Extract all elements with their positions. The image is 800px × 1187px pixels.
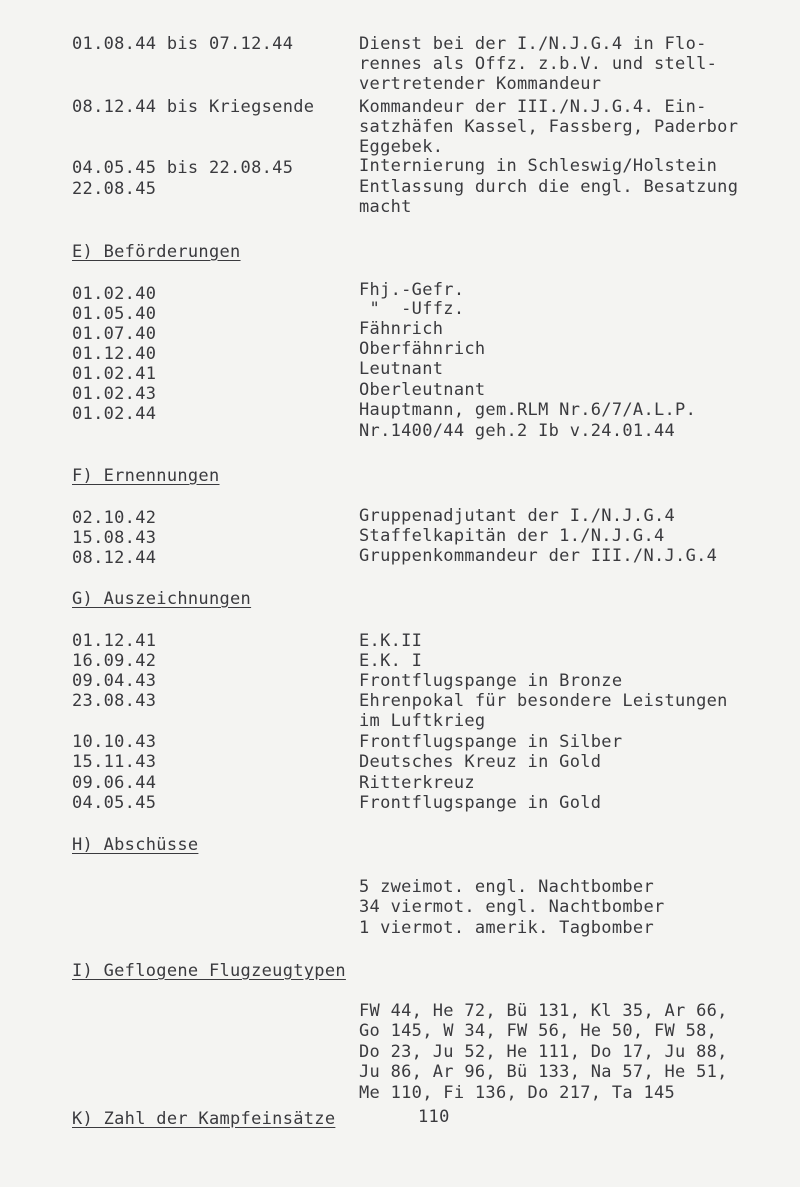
service-text-3a: Internierung in Schleswig/Holstein <box>359 156 718 176</box>
promotion-date-2: 01.05.40 <box>72 304 157 324</box>
promotion-text-3: Fähnrich <box>359 319 444 339</box>
promotion-date-3: 01.07.40 <box>72 324 157 344</box>
award-text-2: E.K. I <box>359 651 423 671</box>
award-text-5: Frontflugspange in Silber <box>359 732 623 752</box>
promotion-date-4: 01.12.40 <box>72 344 157 364</box>
section-heading-missions: K) Zahl der Kampfeinsätze <box>72 1109 336 1129</box>
appointment-date-1: 02.10.42 <box>72 508 157 528</box>
promotion-text-continuation: Nr.1400/44 geh.2 Ib v.24.01.44 <box>359 421 676 441</box>
award-date-8: 04.05.45 <box>72 793 157 813</box>
award-date-4: 23.08.43 <box>72 691 157 711</box>
award-text-4-continuation: im Luftkrieg <box>359 711 486 731</box>
service-text-4a: Entlassung durch die engl. Besatzung <box>359 177 739 197</box>
promotion-date-5: 01.02.41 <box>72 364 157 384</box>
aircraft-line-1: FW 44, He 72, Bü 131, Kl 35, Ar 66, <box>359 1001 728 1021</box>
service-text-1c: vertretender Kommandeur <box>359 74 602 94</box>
aircraft-line-4: Ju 86, Ar 96, Bü 133, Na 57, He 51, <box>359 1062 728 1082</box>
award-date-1: 01.12.41 <box>72 631 157 651</box>
section-heading-appointments: F) Ernennungen <box>72 466 220 486</box>
appointment-date-2: 15.08.43 <box>72 528 157 548</box>
section-heading-aircraft: I) Geflogene Flugzeugtypen <box>72 961 346 981</box>
award-date-7: 09.06.44 <box>72 773 157 793</box>
award-text-6: Deutsches Kreuz in Gold <box>359 752 602 772</box>
service-period-2: 08.12.44 bis Kriegsende <box>72 97 315 117</box>
section-heading-victories: H) Abschüsse <box>72 835 199 855</box>
promotion-text-4: Oberfähnrich <box>359 339 486 359</box>
aircraft-line-2: Go 145, W 34, FW 56, He 50, FW 58, <box>359 1021 718 1041</box>
promotion-date-6: 01.02.43 <box>72 384 157 404</box>
award-text-8: Frontflugspange in Gold <box>359 793 602 813</box>
service-text-4b: macht <box>359 197 412 217</box>
award-text-3: Frontflugspange in Bronze <box>359 671 623 691</box>
promotion-text-2: " -Uffz. <box>359 299 465 319</box>
award-date-5: 10.10.43 <box>72 732 157 752</box>
service-text-1a: Dienst bei der I./N.J.G.4 in Flo- <box>359 34 707 54</box>
service-text-2a: Kommandeur der III./N.J.G.4. Ein- <box>359 97 707 117</box>
service-period-1: 01.08.44 bis 07.12.44 <box>72 34 294 54</box>
service-text-2c: Eggebek. <box>359 137 444 157</box>
service-text-2b: satzhäfen Kassel, Fassberg, Paderbor <box>359 117 739 137</box>
appointment-date-3: 08.12.44 <box>72 548 157 568</box>
promotion-date-7: 01.02.44 <box>72 404 157 424</box>
appointment-text-1: Gruppenadjutant der I./N.J.G.4 <box>359 506 676 526</box>
award-text-7: Ritterkreuz <box>359 773 475 793</box>
missions-count: 110 <box>418 1107 450 1127</box>
promotion-text-6: Oberleutnant <box>359 380 486 400</box>
award-date-2: 16.09.42 <box>72 651 157 671</box>
promotion-text-7: Hauptmann, gem.RLM Nr.6/7/A.L.P. <box>359 400 697 420</box>
service-period-3: 04.05.45 bis 22.08.45 <box>72 158 294 178</box>
aircraft-line-3: Do 23, Ju 52, He 111, Do 17, Ju 88, <box>359 1042 728 1062</box>
section-heading-promotions: E) Beförderungen <box>72 242 241 262</box>
appointment-text-3: Gruppenkommandeur der III./N.J.G.4 <box>359 546 718 566</box>
victory-line-2: 34 viermot. engl. Nachtbomber <box>359 897 665 917</box>
section-heading-awards: G) Auszeichnungen <box>72 589 252 609</box>
service-text-1b: rennes als Offz. z.b.V. und stell- <box>359 54 718 74</box>
victory-line-1: 5 zweimot. engl. Nachtbomber <box>359 877 654 897</box>
award-date-6: 15.11.43 <box>72 752 157 772</box>
award-date-3: 09.04.43 <box>72 671 157 691</box>
award-text-4: Ehrenpokal für besondere Leistungen <box>359 691 728 711</box>
award-text-1: E.K.II <box>359 631 423 651</box>
promotion-text-5: Leutnant <box>359 359 444 379</box>
promotion-text-1: Fhj.-Gefr. <box>359 280 465 300</box>
victory-line-3: 1 viermot. amerik. Tagbomber <box>359 918 654 938</box>
aircraft-line-5: Me 110, Fi 136, Do 217, Ta 145 <box>359 1083 676 1103</box>
appointment-text-2: Staffelkapitän der 1./N.J.G.4 <box>359 526 665 546</box>
promotion-date-1: 01.02.40 <box>72 284 157 304</box>
service-period-4: 22.08.45 <box>72 179 157 199</box>
